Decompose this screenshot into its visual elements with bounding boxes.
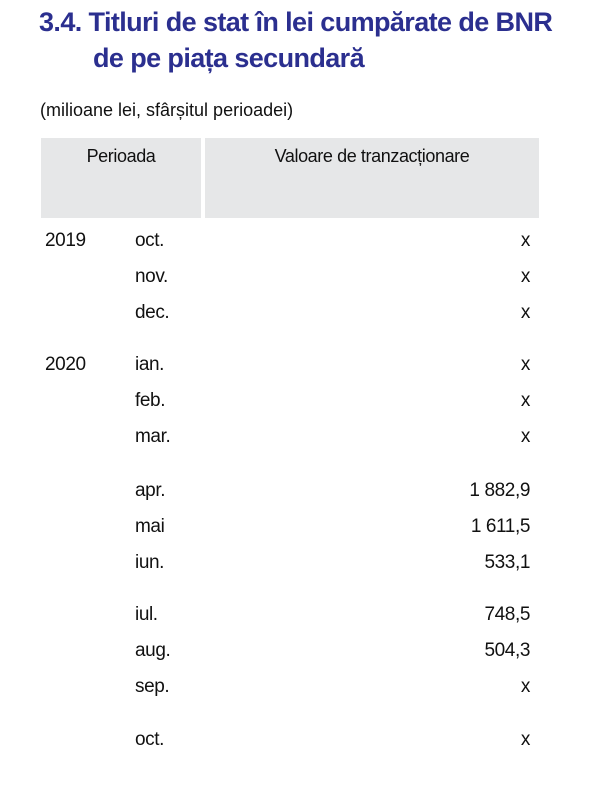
row-month: dec. [135, 302, 170, 323]
table-row [0, 640, 600, 668]
row-value: 748,5 [484, 604, 530, 625]
table-row [0, 552, 600, 580]
table-row [0, 480, 600, 508]
row-month: apr. [135, 480, 166, 501]
table-row [0, 426, 600, 454]
row-month: aug. [135, 640, 171, 661]
row-value: x [520, 266, 530, 287]
row-month: sep. [135, 676, 170, 697]
row-value: x [520, 426, 530, 447]
row-month: feb. [135, 390, 166, 411]
row-month: oct. [135, 729, 165, 750]
title-line-1: 3.4. Titluri de stat în lei cumpărate de BNR [39, 7, 553, 37]
table-subtitle: (milioane lei, sfârșitul perioadei) [40, 100, 294, 120]
row-year: 2019 [45, 230, 86, 251]
row-value: x [520, 729, 530, 750]
row-value: 533,1 [484, 552, 530, 573]
row-value: 1 882,9 [469, 480, 530, 501]
row-month: mar. [135, 426, 171, 447]
row-month: nov. [135, 266, 168, 287]
row-month: mai [135, 516, 165, 537]
row-month: oct. [135, 230, 165, 251]
row-month: iun. [135, 552, 165, 573]
header-value-label: Valoare de tranzacționare [274, 146, 470, 166]
row-value: x [520, 676, 530, 697]
header-period-label: Perioada [86, 146, 156, 166]
row-value: 504,3 [484, 640, 530, 661]
table-row [0, 230, 600, 258]
row-value: x [520, 302, 530, 323]
table-row [0, 676, 600, 704]
table-row [0, 516, 600, 544]
table-row [0, 390, 600, 418]
row-value: x [520, 230, 530, 251]
table-row [0, 729, 600, 757]
row-value: x [520, 390, 530, 411]
row-month: ian. [135, 354, 165, 375]
table-row [0, 266, 600, 294]
table-row [0, 604, 600, 632]
row-value: x [520, 354, 530, 375]
row-year: 2020 [45, 354, 86, 375]
table-row [0, 302, 600, 330]
row-month: iul. [135, 604, 158, 625]
table-row [0, 354, 600, 382]
row-value: 1 611,5 [470, 516, 530, 537]
title-line-2: de pe piața secundară [93, 43, 365, 73]
